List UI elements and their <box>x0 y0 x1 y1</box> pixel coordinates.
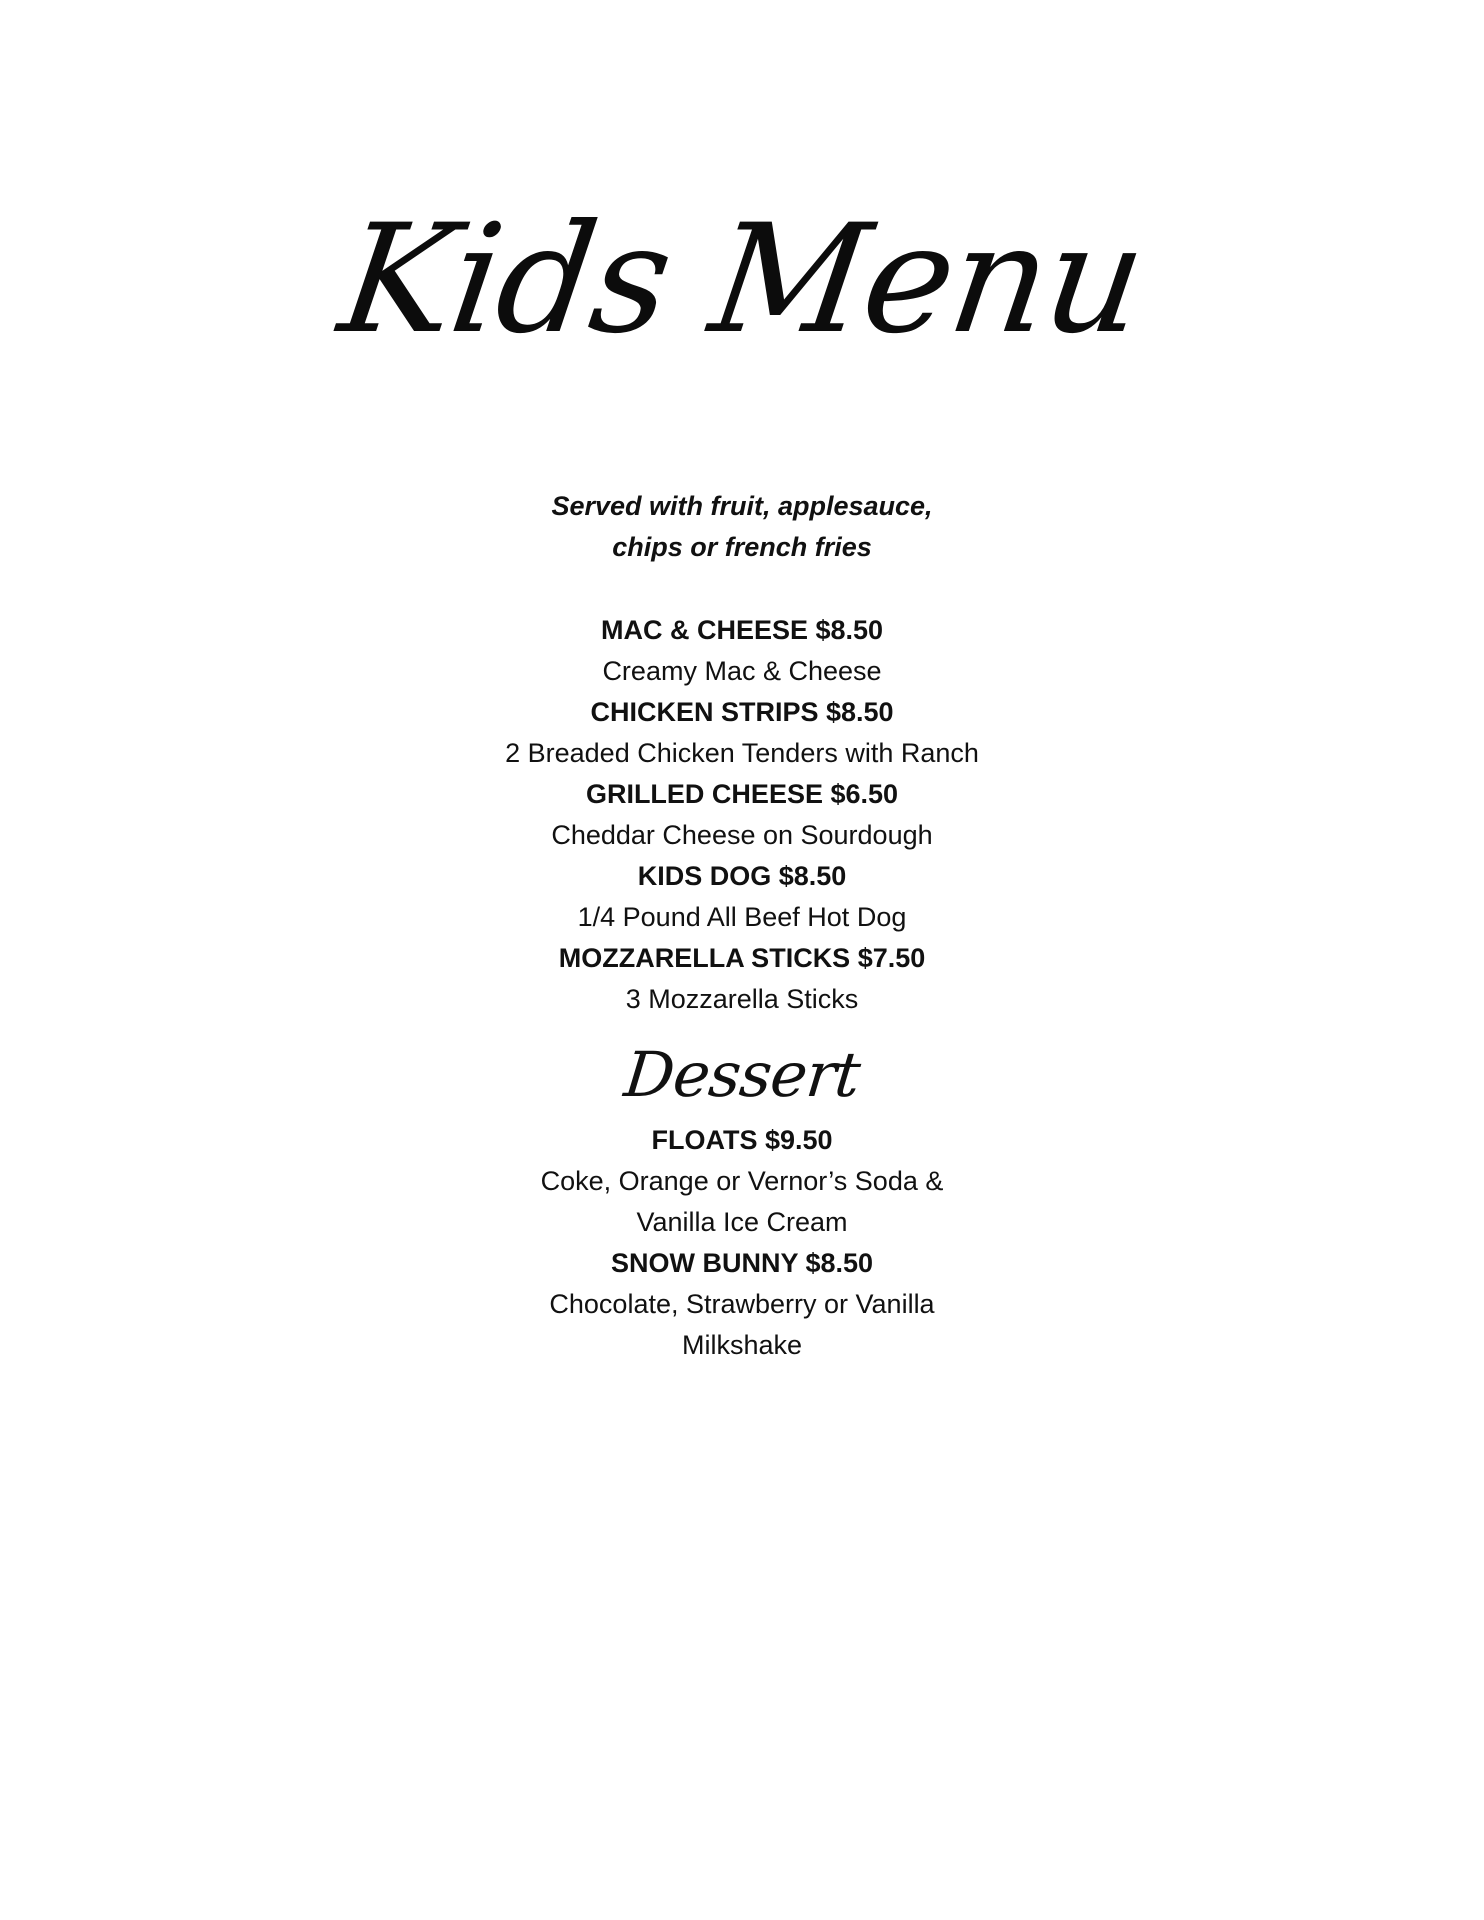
menu-item-description: Cheddar Cheese on Sourdough <box>551 820 933 850</box>
menu-item-description: 2 Breaded Chicken Tenders with Ranch <box>505 738 979 768</box>
menu-item-name: MOZZARELLA STICKS $7.50 <box>558 943 926 973</box>
dessert-heading: Dessert <box>621 1038 864 1111</box>
subtitle-line: Served with fruit, applesauce, <box>551 491 933 521</box>
menu-item-name: MAC & CHEESE $8.50 <box>600 615 884 645</box>
menu-item-name: GRILLED CHEESE $6.50 <box>585 779 899 809</box>
dessert-item-name: SNOW BUNNY $8.50 <box>610 1248 874 1278</box>
dessert-item-description: Vanilla Ice Cream <box>636 1207 848 1237</box>
menu-item-description: Creamy Mac & Cheese <box>602 656 882 686</box>
dessert-item-name: FLOATS $9.50 <box>651 1125 833 1155</box>
menu-subtitle <box>0 486 1484 568</box>
subtitle-line: chips or french fries <box>612 532 872 562</box>
menu-item-name: KIDS DOG $8.50 <box>637 861 847 891</box>
menu-item-description: 3 Mozzarella Sticks <box>625 984 859 1014</box>
menu-item-description: 1/4 Pound All Beef Hot Dog <box>577 902 907 932</box>
dessert-items-list <box>0 1120 1484 1366</box>
dessert-item-description: Chocolate, Strawberry or Vanilla <box>549 1289 935 1319</box>
menu-item-name: CHICKEN STRIPS $8.50 <box>590 697 894 727</box>
dessert-item-description: Coke, Orange or Vernor’s Soda & <box>540 1166 944 1196</box>
dessert-item-description: Milkshake <box>681 1330 803 1360</box>
kids-items-list <box>0 610 1484 1020</box>
menu-title: Kids Menu <box>330 193 1154 367</box>
